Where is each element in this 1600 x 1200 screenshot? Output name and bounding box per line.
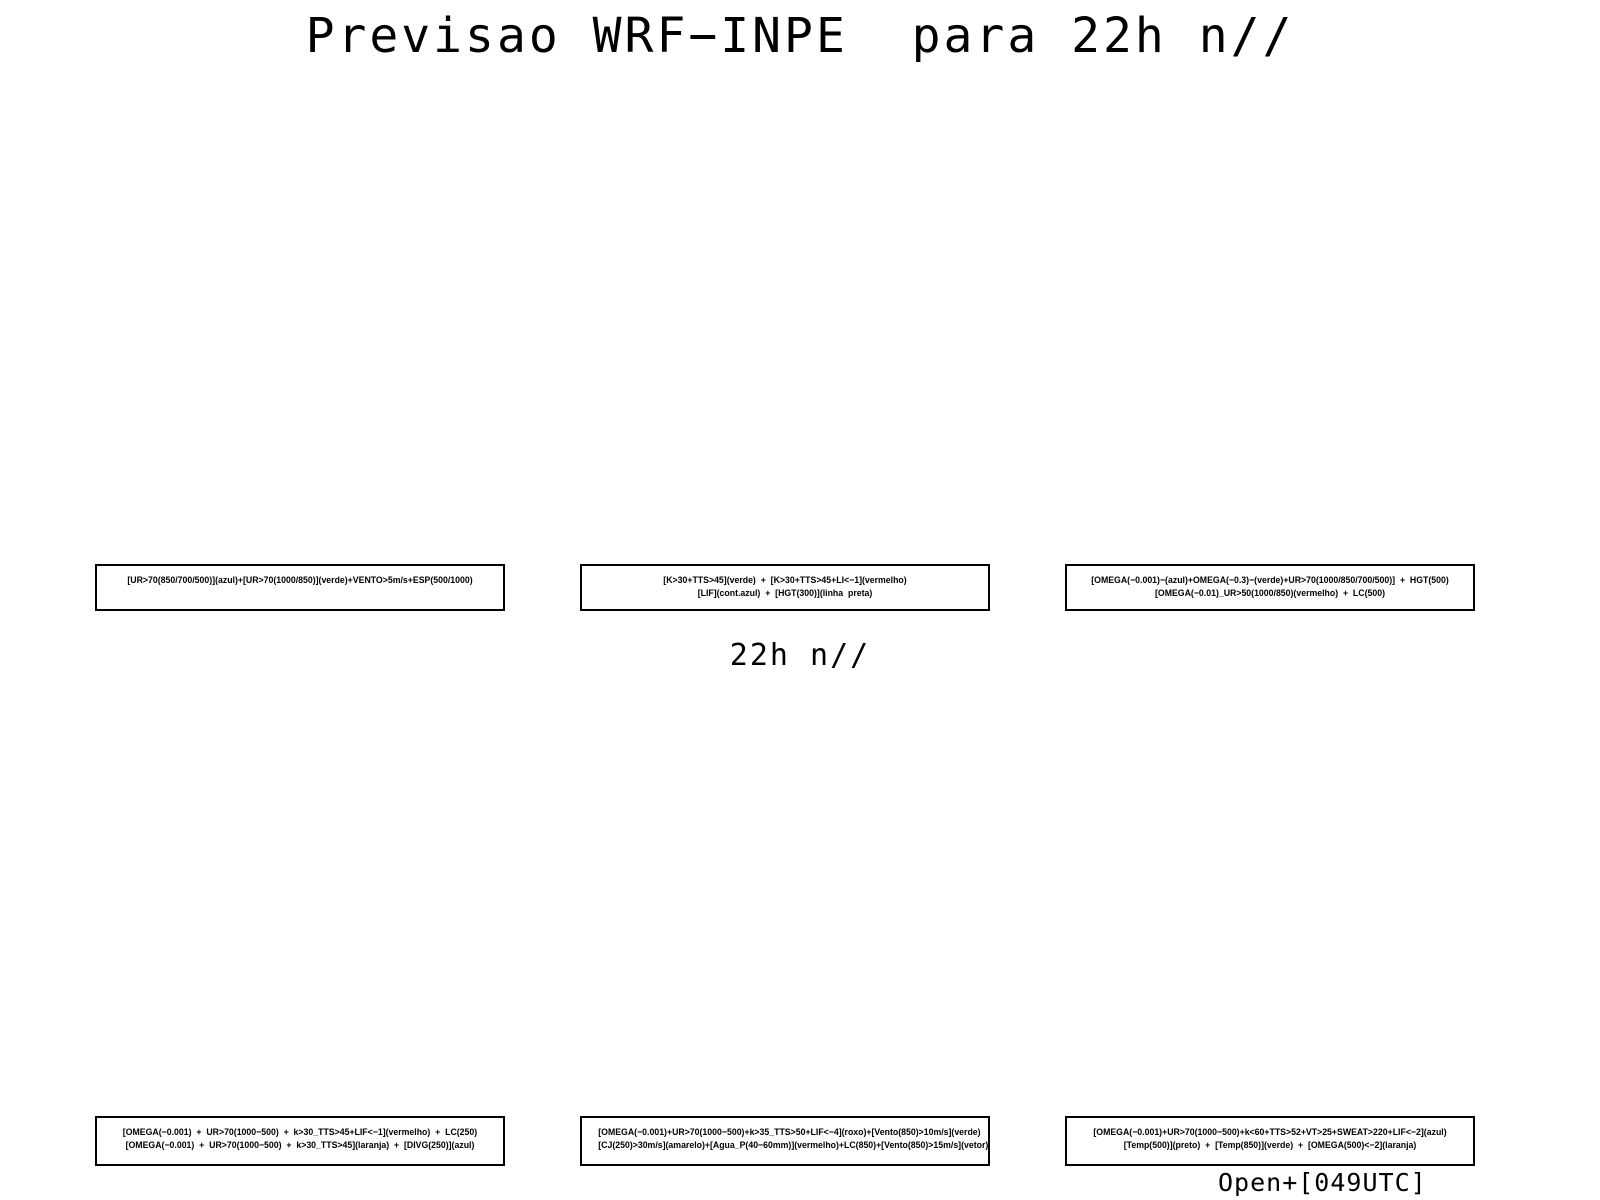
footer-timestamp-label: Open+[049UTC]	[1218, 1168, 1427, 1197]
caption-line	[113, 587, 487, 600]
caption-box-bottom-center	[580, 1116, 990, 1166]
caption-line: [OMEGA(−0.001)+UR>70(1000−500)+k<60+TTS>52+VT>25+SWEAT>220+LIF<−2](azul)	[1093, 1127, 1447, 1138]
caption-line: [OMEGA(−0.001)−(azul)+OMEGA(−0.3)−(verde)+UR>70(1000/850/700/500)] + HGT(500)	[1091, 575, 1449, 586]
page-title: Previsao WRF−INPE para 22h n//	[305, 8, 1295, 64]
caption-box-top-right	[1065, 564, 1475, 611]
caption-line: [UR>70(850/700/500)](azul)+[UR>70(1000/850)](verde)+VENTO>5m/s+ESP(500/1000)	[127, 575, 473, 586]
caption-line: [Temp(500)](preto) + [Temp(850)](verde) + [OMEGA(500)<−2](laranja)	[1123, 1140, 1417, 1151]
caption-box-top-center	[580, 564, 990, 611]
caption-line: [OMEGA(−0.001) + UR>70(1000−500) + k>30_TTS>45](laranja) + [DIVG(250)](azul)	[125, 1140, 475, 1151]
caption-line: [OMEGA(−0.001) + UR>70(1000−500) + k>30_TTS>45+LIF<−1](vermelho) + LC(250)	[122, 1127, 478, 1138]
caption-line: [CJ(250)>30m/s](amarelo)+[Agua_P(40−60mm)](vermelho)+LC(850)+[Vento(850)>15m/s](vetor)	[598, 1140, 989, 1151]
caption-box-bottom-right	[1065, 1116, 1475, 1166]
caption-line: [K>30+TTS>45](verde) + [K>30+TTS>45+LI<−1](vermelho)	[663, 575, 907, 586]
caption-box-top-left	[95, 564, 505, 611]
caption-line: [OMEGA(−0.001)+UR>70(1000−500)+k>35_TTS>50+LIF<−4](roxo)+[Vento(850)>10m/s](verde)	[598, 1127, 981, 1138]
caption-line: [OMEGA(−0.01)_UR>50(1000/850)(vermelho) + LC(500)	[1154, 588, 1385, 599]
caption-box-bottom-left	[95, 1116, 505, 1166]
center-time-label: 22h n//	[729, 638, 871, 673]
caption-line: [LIF](cont.azul) + [HGT(300)](linha preta)	[697, 588, 873, 599]
